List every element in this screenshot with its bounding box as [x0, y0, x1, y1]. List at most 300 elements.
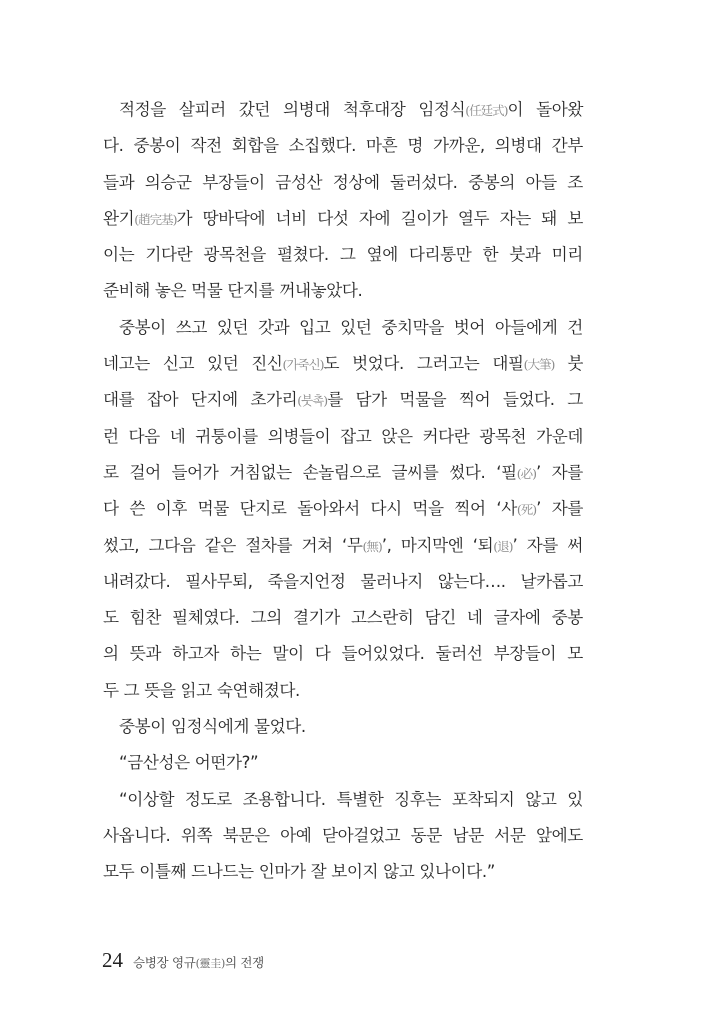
text-line	[103, 745, 583, 781]
word	[503, 382, 555, 418]
word-text: 중치막을	[381, 317, 444, 337]
word	[103, 237, 134, 273]
word-text: 있나이다.”	[419, 862, 495, 882]
word-text: 마지막엔	[400, 535, 464, 555]
word	[124, 673, 140, 709]
word-text: 그다음	[148, 535, 196, 555]
word-text: 부장들이	[202, 172, 265, 192]
word	[331, 854, 378, 890]
word	[567, 636, 583, 672]
word-text: 먹을	[412, 499, 444, 519]
word-text: 네	[466, 608, 483, 628]
word-text: 자를	[551, 499, 583, 519]
word-text: 준비해	[103, 281, 150, 301]
word-text: 신고	[162, 354, 195, 374]
word	[129, 419, 160, 455]
word	[230, 636, 261, 672]
text-line	[103, 310, 583, 346]
word	[103, 818, 170, 854]
word	[492, 346, 554, 382]
word	[311, 854, 327, 890]
word-text: 북문은	[222, 825, 270, 845]
word	[343, 92, 406, 128]
word-text: 가운데	[536, 426, 583, 446]
word-text: 보	[567, 208, 583, 228]
word-text: 서문	[494, 825, 526, 845]
word-text: 초가리	[250, 390, 298, 410]
word	[119, 745, 190, 781]
word-text: 있던	[216, 317, 249, 337]
word	[401, 528, 464, 564]
word-text: 들었다.	[502, 390, 555, 410]
word-text: 모	[567, 644, 583, 664]
annotation: (가죽신)	[282, 357, 324, 373]
word-text: 드나드는	[191, 862, 254, 882]
word	[277, 237, 329, 273]
word-text: 대필	[492, 354, 524, 374]
word	[433, 128, 485, 164]
word	[181, 673, 212, 709]
word-text: 가까운,	[432, 136, 485, 156]
text-line	[103, 128, 583, 164]
word	[381, 419, 412, 455]
word	[336, 782, 383, 818]
word	[381, 310, 444, 346]
word-text: 닫아걸었고	[321, 825, 401, 845]
word	[103, 273, 150, 309]
word	[541, 201, 557, 237]
word	[144, 673, 175, 709]
word-text: 네	[169, 426, 186, 446]
word	[360, 564, 423, 600]
word-text: 써	[567, 535, 583, 555]
word-text: 어떤가?”	[194, 753, 259, 773]
text-line	[103, 673, 583, 709]
word	[317, 201, 348, 237]
word	[185, 782, 232, 818]
word-text: 않고	[525, 789, 557, 809]
word	[191, 382, 238, 418]
word-text: 정상에	[332, 172, 380, 192]
word	[130, 636, 161, 672]
word	[459, 382, 490, 418]
word	[251, 346, 339, 382]
word-text: 내려갔다.	[103, 571, 171, 591]
word	[525, 165, 556, 201]
word	[370, 491, 401, 527]
word	[383, 854, 414, 890]
word-text: 절차를	[245, 535, 293, 555]
word-text: 입고	[299, 317, 331, 337]
word-text: 의병대	[494, 136, 542, 156]
word-text: 소집했다.	[288, 136, 357, 156]
word-text: 명	[407, 136, 423, 156]
word	[103, 419, 119, 455]
word	[289, 128, 356, 164]
word-text: 완기	[103, 208, 135, 228]
word	[567, 310, 583, 346]
word	[103, 564, 170, 600]
annotation: (붓촉)	[297, 393, 328, 409]
word-text: 중봉이	[119, 717, 166, 737]
word-text: 너비	[275, 208, 307, 228]
word-text: 자를	[526, 535, 558, 555]
word	[103, 382, 134, 418]
word	[419, 854, 495, 890]
word	[520, 564, 583, 600]
running-title	[133, 953, 264, 971]
word-text: ‘사	[496, 499, 517, 519]
word-text: 마흔	[366, 136, 398, 156]
word-text: 특별한	[336, 789, 384, 809]
word-text: 그	[567, 390, 583, 410]
word	[340, 310, 371, 346]
word-text: 들어가	[171, 462, 219, 482]
text-line	[103, 491, 583, 527]
word-text: 걸어	[129, 462, 161, 482]
running-title-suffix: 의 전쟁	[224, 955, 264, 970]
word	[276, 201, 307, 237]
page-number: 24	[102, 948, 123, 972]
word	[258, 310, 289, 346]
text-line	[103, 818, 583, 854]
word-text: 죽을지언정	[267, 571, 346, 591]
word	[103, 201, 192, 237]
word-text: “이상할	[119, 789, 175, 809]
word-text: 않는다….	[437, 571, 506, 591]
word-text: ‘퇴	[472, 535, 494, 555]
word	[399, 382, 446, 418]
word-text: 중봉이	[133, 136, 181, 156]
word-text: 단지로	[239, 499, 287, 519]
word-text: “금산성은	[119, 753, 190, 773]
word	[119, 92, 166, 128]
word	[552, 455, 583, 491]
word-text: 자는	[499, 208, 531, 228]
word	[280, 818, 311, 854]
word-text: 의병대	[282, 100, 330, 119]
word-text: 를	[327, 390, 343, 410]
word	[272, 636, 303, 672]
word-text: 금성산	[275, 172, 323, 192]
word	[170, 419, 186, 455]
word-text: 기다란	[145, 245, 193, 265]
word-text: 먹물	[197, 499, 229, 519]
word	[195, 419, 258, 455]
annotation: (趙完基)	[134, 211, 177, 227]
word	[129, 455, 160, 491]
word	[190, 128, 221, 164]
word	[449, 455, 485, 491]
word-text: 회합을	[231, 136, 279, 156]
word-text: 잡고	[340, 426, 372, 446]
word-text: 붓과	[509, 245, 541, 265]
annotation: (死)	[516, 502, 537, 518]
text-line	[103, 600, 583, 636]
word-text: 조용합니다.	[242, 789, 326, 809]
word	[494, 818, 525, 854]
word	[352, 346, 404, 382]
text-line	[103, 782, 583, 818]
word	[202, 165, 265, 201]
word-text: 다.	[103, 136, 124, 156]
word	[163, 346, 194, 382]
word-text: 썼고,	[103, 535, 140, 555]
word	[496, 491, 541, 527]
word-text: 이	[507, 100, 524, 119]
word-text: 그러고는	[416, 354, 480, 374]
word	[145, 165, 192, 201]
word	[268, 419, 331, 455]
word	[552, 600, 583, 636]
word-text: 갔던	[238, 100, 270, 119]
word-text: 붓	[567, 354, 583, 374]
word-text: 광목천을	[203, 245, 266, 265]
word-text: 찍어	[458, 390, 491, 410]
word-text: 뜻과	[129, 644, 161, 664]
word-text: 네고는	[103, 354, 150, 374]
word-text: 남문	[452, 825, 484, 845]
word-text: 아들	[525, 172, 557, 192]
word	[217, 673, 300, 709]
word-text: 그의	[250, 608, 282, 628]
word-text: 런	[103, 426, 119, 446]
word	[103, 491, 119, 527]
word-text: 담가	[355, 390, 387, 410]
word-text: 아들에게	[494, 317, 558, 337]
annotation: (任廷式)	[465, 103, 508, 118]
word	[279, 273, 362, 309]
word	[567, 346, 583, 382]
word-text: 중봉	[551, 608, 583, 628]
word-text: 둘러섰다.	[390, 172, 458, 192]
word	[155, 273, 186, 309]
word	[254, 709, 306, 745]
word	[130, 600, 161, 636]
word-text: 대를	[103, 390, 135, 410]
word-text: 벗어	[453, 317, 486, 337]
word	[552, 128, 583, 164]
word-text: 단지에	[190, 390, 238, 410]
word	[509, 237, 540, 273]
word-text: 임정식	[418, 100, 466, 119]
word	[145, 237, 192, 273]
word-text: 있	[567, 789, 583, 809]
text-line	[103, 854, 583, 890]
word-text: 징후는	[394, 789, 442, 809]
word	[525, 782, 556, 818]
running-title-main: 승병장 영규	[133, 955, 196, 970]
word	[119, 782, 174, 818]
word	[351, 600, 414, 636]
word	[217, 310, 248, 346]
word	[147, 382, 178, 418]
word-text: 결기가	[292, 608, 340, 628]
word-text: 의승군	[144, 172, 192, 192]
word	[495, 310, 558, 346]
annotation: (退)	[493, 538, 513, 554]
word	[452, 818, 483, 854]
word	[500, 201, 531, 237]
word	[179, 92, 226, 128]
word	[134, 128, 181, 164]
word-text: 필사무퇴,	[185, 571, 253, 591]
word	[479, 419, 526, 455]
word	[401, 201, 448, 237]
word-text: 도	[323, 354, 340, 374]
page-body-text	[103, 92, 583, 891]
word-text: 가	[176, 208, 193, 228]
word-text: 거쳐	[301, 535, 333, 555]
word-text: 이틀째	[139, 862, 187, 882]
word	[425, 600, 456, 636]
word	[322, 818, 400, 854]
text-line	[103, 455, 583, 491]
word	[103, 455, 119, 491]
word	[176, 310, 207, 346]
word-text: 부장들이	[493, 644, 557, 664]
word	[232, 128, 279, 164]
word-text: 날카롭고	[520, 571, 583, 591]
word-text: 단지를	[227, 281, 275, 301]
word	[139, 854, 186, 890]
word-text: 찍어	[454, 499, 486, 519]
word-text: 건	[567, 317, 583, 337]
word-text: 벗었다.	[352, 354, 404, 374]
word	[103, 673, 119, 709]
text-line	[103, 237, 583, 273]
word-text: 의병들이	[267, 426, 331, 446]
annotation: (大筆)	[523, 357, 555, 373]
word-text: 썼다.	[449, 462, 486, 482]
word-text: 들과	[103, 172, 135, 192]
text-line	[103, 564, 583, 600]
word	[171, 709, 249, 745]
word	[240, 491, 287, 527]
word	[283, 92, 330, 128]
word-text: 모두	[103, 862, 135, 882]
word-text: 살피러	[178, 100, 226, 119]
word-text: 귀퉁이를	[195, 426, 258, 446]
word-text: 글자에	[493, 608, 541, 628]
word	[103, 346, 150, 382]
word	[245, 528, 292, 564]
word	[207, 346, 238, 382]
word-text: 포착되지	[451, 789, 515, 809]
word-text: 꺼내놓았다.	[279, 281, 363, 301]
word-text: 돌아와서	[297, 499, 360, 519]
word-text: 잘	[310, 862, 327, 882]
text-line	[103, 92, 583, 128]
word-text: 자에	[358, 208, 391, 228]
word	[223, 818, 270, 854]
word-text: 있던	[207, 354, 239, 374]
text-line	[103, 528, 583, 564]
word-text: 글씨를	[391, 462, 439, 482]
word-text: 보이지	[331, 862, 379, 882]
word-text: 열두	[457, 208, 490, 228]
word-text: 뜻을	[144, 680, 176, 700]
word-text: 거침없는	[229, 462, 292, 482]
word	[494, 600, 541, 636]
word	[198, 491, 229, 527]
word-text: 물었다.	[254, 717, 306, 737]
word	[250, 382, 342, 418]
word	[436, 636, 483, 672]
word	[340, 237, 356, 273]
word	[129, 491, 145, 527]
word-text: 중봉의	[468, 172, 515, 192]
word-text: 잡아	[146, 390, 179, 410]
word-text: 쓰고	[175, 317, 208, 337]
word-text: 펼쳤다.	[276, 245, 329, 265]
word	[156, 491, 187, 527]
word	[412, 491, 443, 527]
word	[299, 310, 330, 346]
word	[340, 419, 371, 455]
word-text: 이는	[103, 245, 135, 265]
word-text: ‘무	[342, 535, 363, 555]
word	[438, 564, 506, 600]
word	[458, 201, 489, 237]
word	[552, 491, 583, 527]
word-text: 한	[482, 245, 499, 265]
word	[366, 128, 397, 164]
word	[468, 165, 515, 201]
word	[243, 782, 326, 818]
word-text: 정도로	[184, 789, 232, 809]
word-text: 아예	[280, 825, 312, 845]
word	[392, 455, 439, 491]
word-text: 읽고	[180, 680, 212, 700]
word	[172, 600, 239, 636]
text-line	[103, 709, 583, 745]
word	[536, 419, 583, 455]
word-text: 다시	[370, 499, 402, 519]
word	[467, 600, 483, 636]
word	[567, 528, 583, 564]
word	[454, 310, 485, 346]
word-text: 다리통만	[408, 245, 472, 265]
word-text: 손놀림으로	[302, 462, 381, 482]
word	[203, 201, 266, 237]
word-text: 다섯	[317, 208, 349, 228]
word	[495, 128, 542, 164]
annotation: (必)	[516, 465, 536, 481]
word	[119, 310, 166, 346]
word-text: 미리	[551, 245, 583, 265]
running-title-hanja: (靈圭)	[195, 957, 225, 970]
word	[181, 818, 212, 854]
word-text: 숙연해졌다.	[216, 680, 300, 700]
word-text: 필체였다.	[172, 608, 240, 628]
word	[259, 854, 306, 890]
word-text: 둘러선	[435, 644, 483, 664]
word-text: 있던	[340, 317, 372, 337]
word	[251, 600, 282, 636]
word	[367, 237, 398, 273]
word-text: 조	[567, 172, 583, 192]
annotation: (無)	[362, 538, 382, 554]
word	[454, 491, 485, 527]
word	[394, 782, 441, 818]
word-text: 말이	[272, 644, 304, 664]
word	[103, 600, 119, 636]
word	[191, 854, 254, 890]
word	[536, 92, 583, 128]
word	[527, 528, 558, 564]
text-line	[103, 419, 583, 455]
